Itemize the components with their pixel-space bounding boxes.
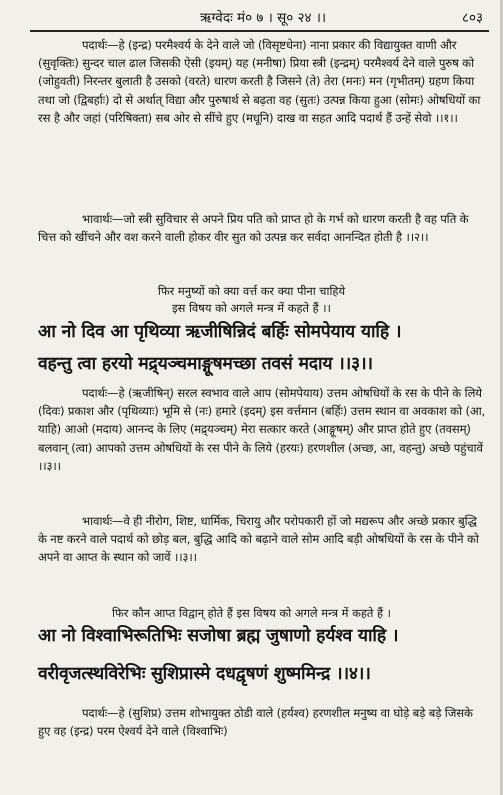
mantra-3-line-1: आ नो दिव आ पृथिव्या ऋजीषिन्निदं बर्हिः सोमपेयाय याहि । — [38, 322, 402, 342]
padartha-paragraph-4: पदार्थः—हे (सुशिप्र) उत्तम शोभायुक्त ठोडी वाले (हर्यश्व) हरणशील मनुष्य वा घोड़े बड़े बड़े जिसके हुए वह (इन्द्र) परम ऐश्वर्य देने वाले (विश्वाभिः) — [38, 706, 473, 739]
mantra-4-line-1: आ नो विश्वाभिरूतिभिः सजोषा ब्रह्म जुषाणो हर्यश्व याहि । — [38, 626, 399, 646]
header-rule — [30, 30, 489, 32]
mantra-intro-line-2: इस विषय को अगले मन्त्र में कहते हैं ।। — [172, 301, 331, 315]
mantra-intro-line-1: फिर मनुष्यों को क्या वर्त्त कर क्या पीना चाहिये — [157, 284, 346, 298]
bhavartha-paragraph-3: भावार्थः—वे ही नीरोग, शिष्ट, धार्मिक, चिरायु और परोपकारी हों जो मद्यरूप और अच्छे प्रकार बुद्धि के नष्ट करने वाले पदार्थ को छोड़ बल, बुद्धि आदि को बढ़ाने वाले सोम आदि बड़ी ओषधियों के रस के पीने को अपने वा आप्त के स्थान को जावें ।।३।। — [38, 514, 479, 565]
running-header — [0, 6, 503, 28]
mantra-intro-line-3: फिर कौन आप्त विद्वान् होते हैं इस विषय को अगले मन्त्र में कहते हैं । — [112, 606, 391, 620]
mantra-3-line-2: वहन्तु त्वा हरयो मद्र्यञ्चमाङ्गूषमच्छा तवसं मदाय ।।३।। — [38, 354, 373, 374]
page-number: ८०३ — [461, 10, 483, 26]
padartha-paragraph-3: पदार्थः—हे (ऋजीषिन्) सरल स्वभाव वाले आप (सोमपेयाय) उत्तम ओषधियों के रस के पीने के लिये (दिवः) प्रकाश और (पृथिव्याः) भूमि से (नः) हमारे (इदम्) इस वर्त्तमान (बर्हिः) उत्तम स्थान वा अवकाश को (आ, याहि) आओ (मदाय) आनन्द के लिए (मद्र्यञ्चम्) मेरा सत्कार करते (आङ्गूषम्) और प्राप्त होते हुए (तवसम्) बलवान् (त्वा) आपको उत्तम ओषधियों के रस पीने के लिये (हरयः) हरणशील (अच्छ, आ, वहन्तु) अच्छे पहुंचावें ।।३।। — [38, 386, 486, 473]
header-title: ऋग्वेदः मं० ७ । सू० २४ ।। — [200, 10, 327, 26]
bhavartha-paragraph-2: भावार्थः—जो स्त्री सुविचार से अपने प्रिय पति को प्राप्त हो के गर्भ को धारण करती है वह पति के चित्त को खींचने और वश करने वाली होकर वीर सुत को उत्पन्न कर सर्वदा आनन्दित होती है ।।२।। — [38, 212, 469, 245]
mantra-4-line-2: वरीवृजत्स्थविरेभिः सुशिप्रास्मे दधद्वृषणं शुष्ममिन्द्र ।।४।। — [38, 664, 371, 684]
padartha-paragraph-1: पदार्थः—हे (इन्द्र) परमैश्वर्य के देने वाले जो (विसृष्टधेना) नाना प्रकार की विद्यायुक्त वाणी और (सुवृक्तिः) सुन्दर चाल ढाल जिसकी ऐसी (इयम्) यह (मनीषा) प्रिया स्त्री (इन्द्रम्) परमैश्वर्य देने वाले पुरुष को (जोहुवती) निरन्तर बुलाती है उसको (वरते) धारण करती है जिसने (ते) तेरा (मनः) मन (गृभीतम्) ग्रहण किया तथा जो (द्विबर्हाः) दो से अर्थात् विद्या और पुरुषार्थ से बढ़ता वह (सुतः) उत्पन्न किया हुआ (सोमः) ओषधियों का रस है और जहां (परिषिक्ता) सब ओर से सींचे हुए (मधूनि) दाख वा सहत आदि पदार्थ हैं उन्हें सेवो ।।१।। — [38, 38, 481, 125]
